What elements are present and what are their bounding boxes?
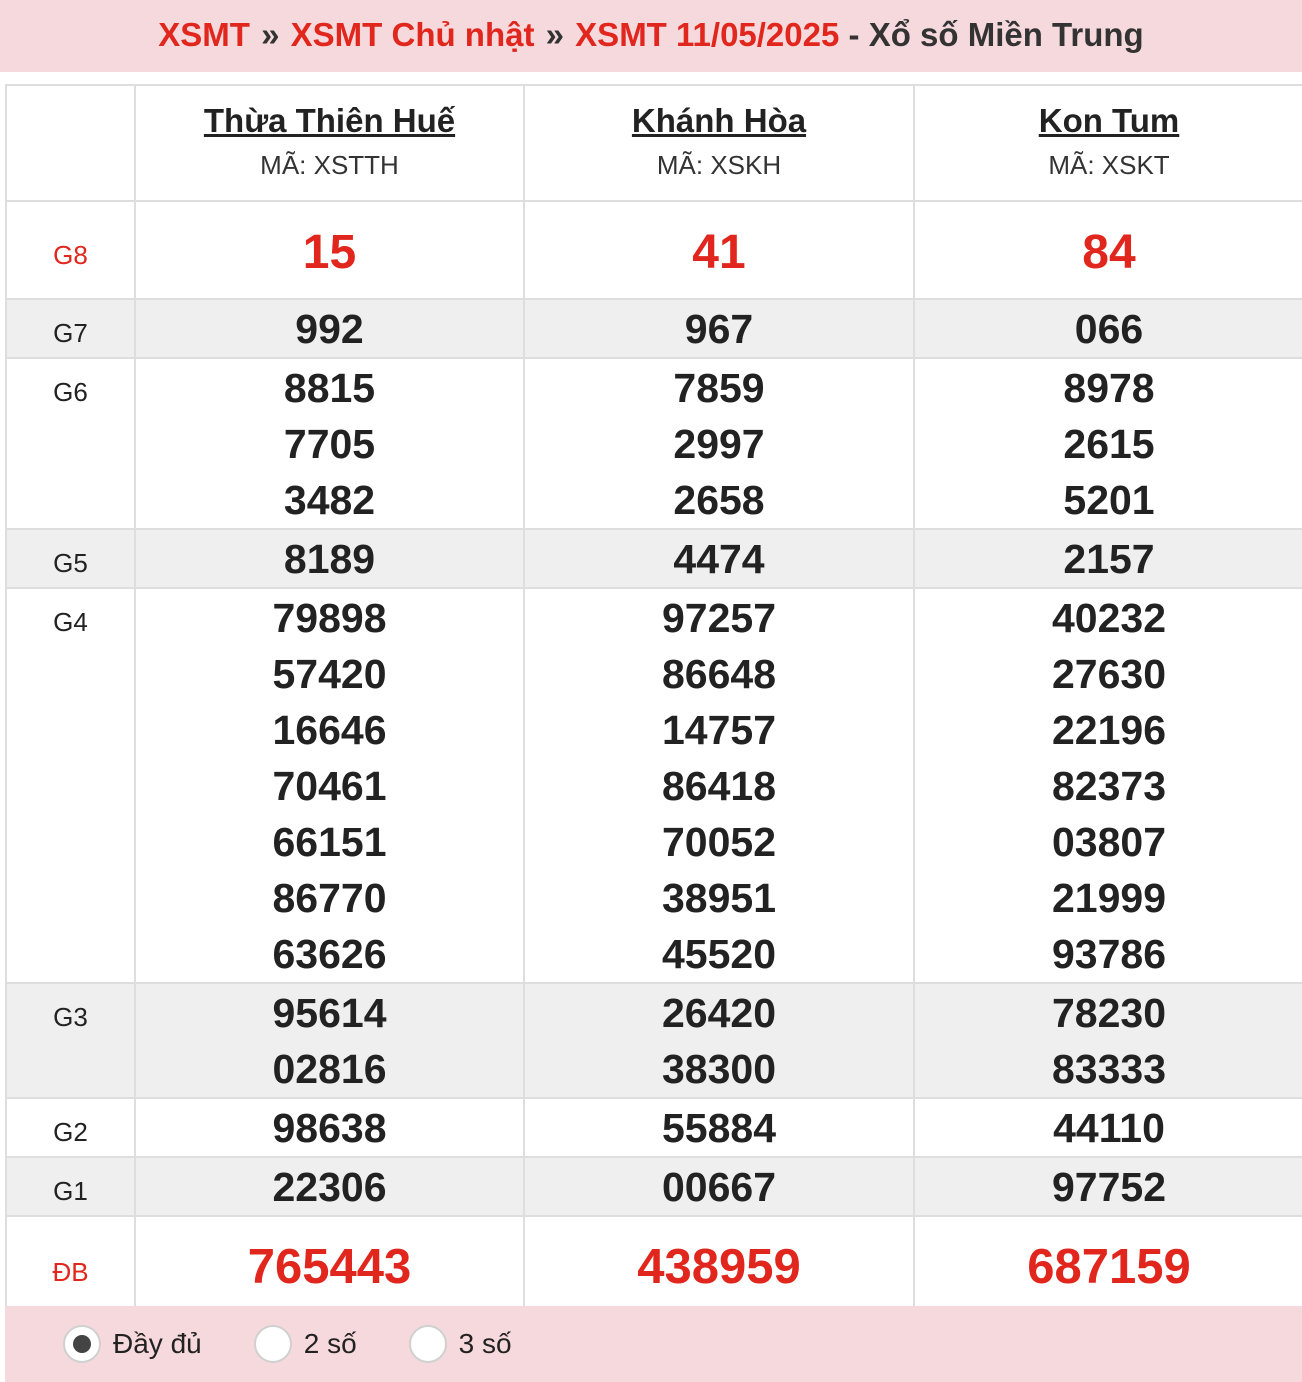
prize-number: 02816 — [272, 1046, 387, 1092]
province-link-thua-thien-hue[interactable]: Thừa Thiên Huế — [203, 102, 456, 139]
display-option-two[interactable] — [254, 1325, 357, 1363]
prize-cell — [135, 1157, 524, 1216]
prize-cell — [135, 1098, 524, 1157]
display-options-bar — [5, 1306, 1302, 1382]
prize-cell — [914, 983, 1302, 1098]
prize-number: 79898 — [272, 595, 387, 641]
prize-cell — [135, 1216, 524, 1314]
prize-number: 992 — [295, 306, 364, 352]
prize-cell — [914, 1216, 1302, 1314]
prize-number: 8815 — [283, 365, 376, 411]
prize-number: 70052 — [661, 819, 776, 865]
prize-number: 066 — [1074, 306, 1144, 352]
display-option-label: Đầy đủ — [113, 1328, 202, 1359]
prize-cell — [524, 1098, 914, 1157]
breadcrumb-separator: » — [261, 16, 280, 53]
prize-cell — [914, 201, 1302, 299]
prize-number: 82373 — [1051, 763, 1166, 809]
prize-number: 00667 — [661, 1164, 776, 1210]
province-code: MÃ: XSKT — [1048, 150, 1170, 180]
prize-cell — [524, 201, 914, 299]
prize-number: 27630 — [1051, 651, 1166, 697]
prize-cell — [524, 588, 914, 983]
prize-cell — [524, 1157, 914, 1216]
prize-cell — [135, 588, 524, 983]
prize-number: 78230 — [1051, 990, 1166, 1036]
prize-row — [6, 983, 1302, 1098]
prize-number: 8189 — [283, 536, 376, 582]
radio-button[interactable] — [409, 1325, 447, 1363]
prize-cell — [914, 1157, 1302, 1216]
breadcrumb-suffix: - Xổ số Miền Trung — [848, 16, 1144, 53]
prize-number: 438959 — [637, 1240, 801, 1294]
prize-number: 86648 — [661, 651, 776, 697]
radio-button[interactable] — [254, 1325, 292, 1363]
prize-label: G5 — [6, 529, 135, 588]
prize-label: G1 — [6, 1157, 135, 1216]
prize-number: 95614 — [272, 990, 387, 1036]
province-header-cell — [135, 85, 524, 201]
prize-number: 98638 — [272, 1105, 387, 1151]
prize-number: 40232 — [1051, 595, 1166, 641]
prize-cell — [135, 983, 524, 1098]
prize-cell — [524, 358, 914, 529]
prize-cell — [914, 299, 1302, 358]
lottery-results-table — [5, 84, 1302, 1315]
prize-number: 7705 — [283, 421, 376, 467]
prize-cell — [524, 529, 914, 588]
prize-row — [6, 201, 1302, 299]
prize-number: 16646 — [272, 707, 387, 753]
province-header-cell — [524, 85, 914, 201]
province-code: MÃ: XSKH — [656, 150, 782, 180]
prize-label: G8 — [6, 201, 135, 299]
display-option-three[interactable] — [409, 1325, 512, 1363]
prize-label: G2 — [6, 1098, 135, 1157]
province-link-khanh-hoa[interactable]: Khánh Hòa — [631, 102, 807, 139]
prize-number: 26420 — [661, 990, 776, 1036]
prize-label: ĐB — [6, 1216, 135, 1314]
prize-number: 2157 — [1063, 536, 1155, 582]
prize-label: G3 — [6, 983, 135, 1098]
prize-row — [6, 1216, 1302, 1314]
prize-number: 41 — [692, 226, 746, 279]
prize-cell — [524, 1216, 914, 1314]
radio-button[interactable] — [63, 1325, 101, 1363]
page-title-breadcrumb — [0, 0, 1302, 72]
prize-number: 21999 — [1051, 875, 1166, 921]
prize-cell — [524, 983, 914, 1098]
prize-number: 4474 — [673, 536, 765, 582]
display-option-label: 2 số — [303, 1328, 357, 1359]
prize-number: 83333 — [1051, 1046, 1166, 1092]
prize-number: 14757 — [661, 707, 776, 753]
display-option-full[interactable] — [63, 1325, 202, 1363]
prize-cell — [135, 358, 524, 529]
prize-row — [6, 1098, 1302, 1157]
prize-number: 84 — [1082, 226, 1136, 279]
prize-row — [6, 358, 1302, 529]
prize-number: 5201 — [1063, 477, 1155, 523]
prize-label: G7 — [6, 299, 135, 358]
prize-row — [6, 588, 1302, 983]
prize-cell — [135, 201, 524, 299]
prize-number: 93786 — [1051, 931, 1166, 977]
prize-number: 15 — [302, 226, 357, 279]
prize-number: 97257 — [661, 595, 776, 641]
prize-number: 03807 — [1051, 819, 1166, 865]
prize-number: 63626 — [272, 931, 387, 977]
prize-number: 38300 — [661, 1046, 776, 1092]
prize-number: 765443 — [247, 1240, 412, 1294]
breadcrumb-separator: » — [545, 16, 564, 53]
prize-number: 38951 — [661, 875, 776, 921]
prize-cell — [914, 358, 1302, 529]
prize-number: 2615 — [1063, 421, 1155, 467]
prize-number: 57420 — [272, 651, 387, 697]
prize-row — [6, 529, 1302, 588]
breadcrumb-link-date[interactable]: XSMT 11/05/2025 — [575, 16, 840, 53]
prize-number: 967 — [684, 306, 754, 352]
prize-number: 2658 — [673, 477, 765, 523]
prize-cell — [524, 299, 914, 358]
prize-number: 70461 — [272, 763, 387, 809]
prize-cell — [914, 588, 1302, 983]
breadcrumb-link-xsmt[interactable]: XSMT — [158, 16, 250, 53]
prize-cell — [914, 1098, 1302, 1157]
prize-number: 55884 — [661, 1105, 776, 1151]
prize-number: 3482 — [283, 477, 376, 523]
prize-number: 86418 — [661, 763, 776, 809]
prize-number: 97752 — [1051, 1164, 1166, 1210]
prize-number: 22306 — [272, 1164, 387, 1210]
prize-cell — [135, 529, 524, 588]
province-header-row — [6, 85, 1302, 201]
province-link-kon-tum[interactable]: Kon Tum — [1038, 102, 1180, 139]
prize-number: 44110 — [1053, 1105, 1165, 1151]
prize-number: 22196 — [1051, 707, 1166, 753]
prize-label: G4 — [6, 588, 135, 983]
header-corner-cell — [6, 85, 135, 201]
prize-number: 687159 — [1027, 1240, 1191, 1294]
province-header-cell — [914, 85, 1302, 201]
prize-number: 86770 — [272, 875, 387, 921]
prize-label: G6 — [6, 358, 135, 529]
prize-row — [6, 299, 1302, 358]
breadcrumb-link-sunday[interactable]: XSMT Chủ nhật — [290, 16, 535, 53]
display-option-label: 3 số — [458, 1328, 512, 1359]
prize-number: 45520 — [661, 931, 776, 977]
prize-row — [6, 1157, 1302, 1216]
prize-number: 66151 — [272, 819, 387, 865]
prize-number: 8978 — [1063, 365, 1155, 411]
prize-number: 7859 — [673, 365, 765, 411]
prize-cell — [135, 299, 524, 358]
prize-number: 2997 — [673, 421, 765, 467]
province-code: MÃ: XSTTH — [260, 150, 399, 180]
prize-cell — [914, 529, 1302, 588]
